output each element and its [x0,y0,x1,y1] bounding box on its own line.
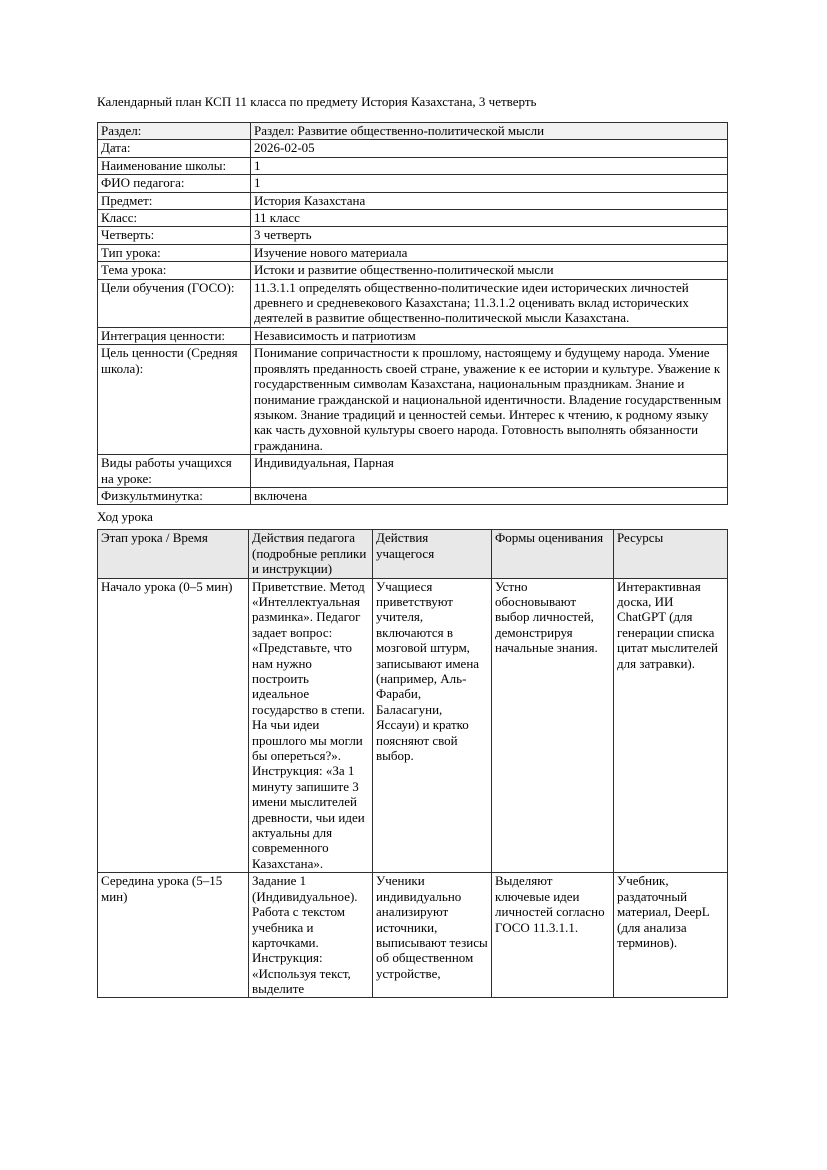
document-title: Календарный план КСП 11 класса по предмету История Казахстана, 3 четверть [97,94,537,109]
lesson-cell-student-actions: Ученики индивидуально анализируют источники, выписывают тезисы об общественном устройстве, [373,873,492,998]
lesson-cell-assessment: Устно обосновывают выбор личностей, демонстрируя начальные знания. [492,578,614,873]
table-row [98,327,728,344]
table-row [98,873,728,998]
table-row [98,227,728,244]
info-label-lesson-topic: Тема урока: [98,262,251,279]
table-row [98,262,728,279]
column-header-teacher-actions: Действия педагога (подробные реплики и инструкции) [249,530,373,578]
column-header-stage: Этап урока / Время [98,530,249,578]
info-label-goals: Цели обучения (ГОСО): [98,279,251,327]
table-row [98,578,728,873]
info-value-lesson-type: Изучение нового материала [251,244,728,261]
table-row [98,175,728,192]
info-label-data: Дата: [98,140,251,157]
column-header-resources: Ресурсы [614,530,728,578]
info-value-teacher: 1 [251,175,728,192]
lesson-cell-resources: Учебник, раздаточный материал, DeepL (для анализа терминов). [614,873,728,998]
info-value-data: 2026-02-05 [251,140,728,157]
info-label-lesson-type: Тип урока: [98,244,251,261]
lesson-cell-assessment: Выделяют ключевые идеи личностей согласно ГОСО 11.3.1.1. [492,873,614,998]
info-value-lesson-topic: Истоки и развитие общественно-политической мысли [251,262,728,279]
section-heading: Ход урока [97,509,153,525]
table-row [98,210,728,227]
table-row [98,455,728,488]
info-label-values-integration: Интеграция ценности: [98,327,251,344]
info-value-quarter: 3 четверть [251,227,728,244]
column-header-assessment: Формы оценивания [492,530,614,578]
info-label-physical-minute: Физкультминутка: [98,487,251,504]
lesson-cell-teacher-actions: Приветствие. Метод «Интеллектуальная разминка». Педагог задает вопрос: «Представьте, что нам нужно построить идеальное государство в степи. На чьи идеи прошлого мы могли бы опереться?». Инструкция: «За 1 минуту запишите 3 имени мыслителей древности, чьи идеи актуальны для современного Казахстана». [249,578,373,873]
table-row [98,192,728,209]
info-label-school: Наименование школы: [98,157,251,174]
column-header-student-actions: Действия учащегося [373,530,492,578]
info-value-school: 1 [251,157,728,174]
table-row [98,487,728,504]
info-value-class: 11 класс [251,210,728,227]
info-label-quarter: Четверть: [98,227,251,244]
document-page [97,94,727,998]
lesson-flow-table [97,529,728,998]
lesson-cell-student-actions: Учащиеся приветствуют учителя, включаются в мозговой штурм, записывают имена (например, Аль-Фараби, Баласагуни, Яссауи) и кратко поясняют свой выбор. [373,578,492,873]
info-value-physical-minute: включена [251,487,728,504]
info-label-subject: Предмет: [98,192,251,209]
table-row [98,123,728,140]
info-label-work-types: Виды работы учащихся на уроке: [98,455,251,488]
info-label-razdel: Раздел: [98,123,251,140]
lesson-cell-teacher-actions: Задание 1 (Индивидуальное). Работа с текстом учебника и карточками. Инструкция: «Используя текст, выделите [249,873,373,998]
info-label-teacher: ФИО педагога: [98,175,251,192]
table-row [98,140,728,157]
info-value-subject: История Казахстана [251,192,728,209]
lesson-cell-stage: Начало урока (0–5 мин) [98,578,249,873]
table-row [98,244,728,261]
info-value-work-types: Индивидуальная, Парная [251,455,728,488]
info-label-class: Класс: [98,210,251,227]
table-row [98,279,728,327]
info-label-values-goal: Цель ценности (Средняя школа): [98,345,251,455]
info-value-goals: 11.3.1.1 определять общественно-политические идеи исторических личностей древнего и средневекового Казахстана; 11.3.1.2 оценивать вклад исторических деятелей в развитие общественно-политической мысли Казахстана. [251,279,728,327]
table-header-row [98,530,728,578]
lesson-cell-resources: Интерактивная доска, ИИ ChatGPT (для генерации списка цитат мыслителей для затравки). [614,578,728,873]
info-value-values-integration: Независимость и патриотизм [251,327,728,344]
table-row [98,345,728,455]
info-value-values-goal: Понимание сопричастности к прошлому, настоящему и будущему народа. Умение проявлять преданность своей стране, уважение к ее истории и культуре. Уважение к государственным символам Казахстана, национальным праздникам. Знание и понимание гражданской и национальной идентичности. Владение государственным языком. Знание традиций и ценностей семьи. Интерес к чтению, к родному языку как часть духовной культуры своего народа. Готовность выполнять обязанности гражданина. [251,345,728,455]
info-value-razdel: Раздел: Развитие общественно-политической мысли [251,123,728,140]
lesson-info-table [97,122,728,505]
lesson-cell-stage: Середина урока (5–15 мин) [98,873,249,998]
table-row [98,157,728,174]
